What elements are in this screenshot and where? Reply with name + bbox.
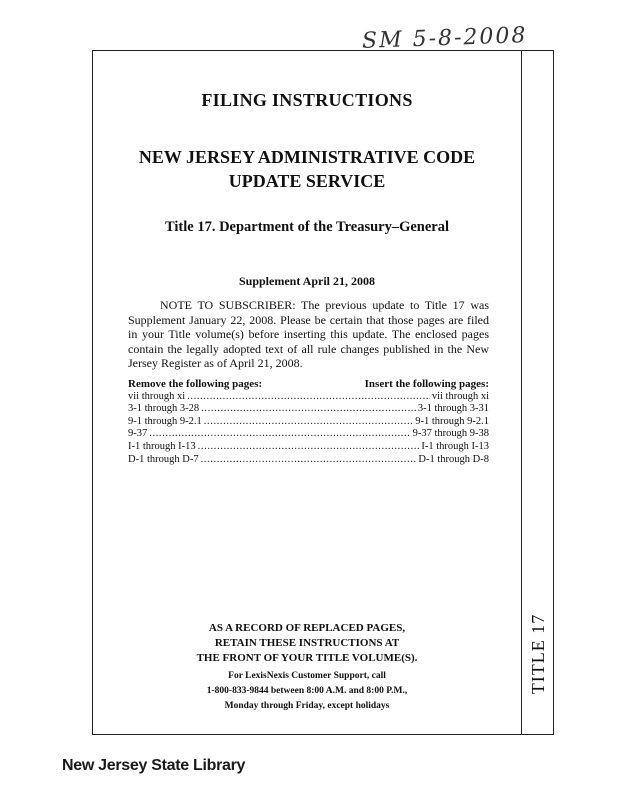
- handwritten-note: SM 5-8-2008: [361, 23, 528, 54]
- insert-pages: 9-37 through 9-38: [412, 428, 489, 440]
- insert-pages: D-1 through D-8: [418, 453, 489, 465]
- page-title: FILING INSTRUCTIONS: [201, 90, 413, 110]
- table-row: [128, 391, 489, 404]
- supplement-date: Supplement April 21, 2008: [238, 274, 376, 288]
- support-line1: For LexisNexis Customer Support, call: [228, 671, 386, 681]
- insert-pages: vii through xi: [431, 390, 489, 402]
- dot-leader: [201, 403, 416, 416]
- table-row: [128, 403, 489, 416]
- remove-header: Remove the following pages:: [128, 378, 263, 390]
- table-row: [128, 454, 489, 467]
- table-row: [128, 428, 489, 441]
- code-name: [92, 145, 522, 193]
- dot-leader: [149, 428, 410, 441]
- subscriber-note-text: NOTE TO SUBSCRIBER: The previous update to Title 17 was Supplement January 22, 2008. Please be certain that those pages are filed in your Title volume(s) before inserting this update. The enclosed pages contain the legally adopted text of all rule changes published in the New Jersey Register as of April 21, 2008.: [128, 298, 489, 370]
- dot-leader: [198, 441, 420, 454]
- table-row: [128, 441, 489, 454]
- record-notice-line2: RETAIN THESE INSTRUCTIONS AT: [214, 637, 400, 649]
- title-subtitle: Title 17. Department of the Treasury–General: [164, 219, 450, 235]
- library-stamp: New Jersey State Library: [62, 757, 246, 774]
- remove-pages: 9-1 through 9-2.1: [128, 415, 202, 427]
- code-name-line2: UPDATE SERVICE: [228, 171, 386, 191]
- support-phone-hours: 1-800-833-9844 between 8:00 A.M. and 8:00 P.M.,: [206, 686, 408, 696]
- record-notice: [92, 621, 522, 666]
- table-row: [128, 416, 489, 429]
- insert-pages: I-1 through I-13: [421, 440, 489, 452]
- dot-leader: [204, 416, 413, 429]
- page-table-header: [128, 378, 489, 391]
- record-notice-line1: AS A RECORD OF REPLACED PAGES,: [208, 622, 406, 634]
- remove-pages: I-1 through I-13: [128, 440, 196, 452]
- record-notice-line3: THE FRONT OF YOUR TITLE VOLUME(S).: [196, 652, 418, 664]
- remove-pages: D-1 through D-7: [128, 453, 199, 465]
- title-tab-label: TITLE 17: [528, 613, 548, 695]
- remove-pages: 3-1 through 3-28: [128, 403, 200, 415]
- support-days: Monday through Friday, except holidays: [224, 701, 390, 711]
- subscriber-note: [128, 298, 489, 371]
- page-replacement-table: [128, 378, 489, 466]
- insert-header: Insert the following pages:: [364, 378, 489, 390]
- code-name-line1: NEW JERSEY ADMINISTRATIVE CODE: [138, 147, 476, 167]
- remove-pages: 9-37: [128, 428, 148, 440]
- insert-pages: 9-1 through 9-2.1: [415, 415, 489, 427]
- dot-leader: [187, 391, 430, 404]
- insert-pages: 3-1 through 3-31: [417, 403, 489, 415]
- dot-leader: [201, 454, 417, 467]
- remove-pages: vii through xi: [128, 390, 186, 402]
- customer-support-info: [92, 669, 522, 714]
